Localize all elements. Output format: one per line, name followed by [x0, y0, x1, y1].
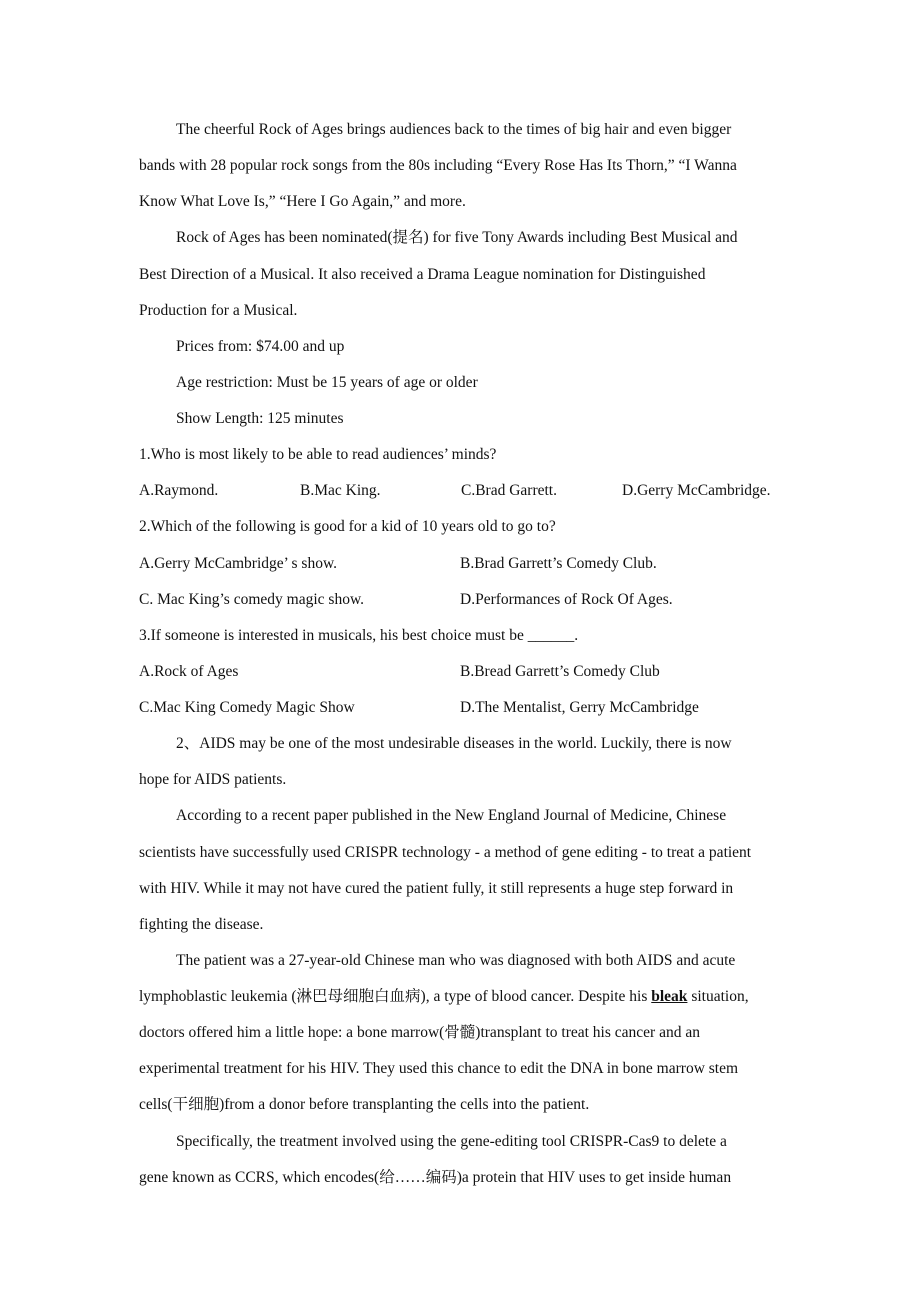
- option-d: D.Gerry McCambridge.: [622, 482, 771, 500]
- question-options: [139, 582, 799, 618]
- text-line: bands with 28 popular rock songs from the 80s including “Every Rose Has Its Thorn,” “I Wanna: [139, 157, 737, 175]
- text-segment: lymphoblastic leukemia (淋巴母细胞白血病), a type of blood cancer. Despite his: [139, 988, 652, 1005]
- question-options: [139, 690, 799, 726]
- option-a: A.Gerry McCambridge’ s show.: [139, 554, 338, 572]
- age-restriction-text: Age restriction: Must be 15 years of age or older: [176, 373, 478, 391]
- text-line: Best Direction of a Musical. It also received a Drama League nomination for Distinguished: [139, 265, 706, 283]
- text-line: [139, 979, 799, 1015]
- keyword-bleak: bleak: [651, 988, 688, 1005]
- option-d: D.Performances of Rock Of Ages.: [460, 590, 673, 608]
- text-line: The cheerful Rock of Ages brings audiences back to the times of big hair and even bigger: [176, 121, 732, 138]
- question-options: [139, 473, 799, 509]
- text-line: experimental treatment for his HIV. They used this chance to edit the DNA in bone marrow stem: [139, 1060, 739, 1078]
- option-c: C.Brad Garrett.: [461, 482, 557, 500]
- text-line: with HIV. While it may not have cured the patient fully, it still represents a huge step forward in: [139, 879, 734, 897]
- text-line: hope for AIDS patients.: [139, 771, 287, 789]
- option-d: D.The Mentalist, Gerry McCambridge: [460, 699, 699, 716]
- text-line: Know What Love Is,” “Here I Go Again,” and more.: [139, 193, 466, 211]
- question-stem: 3.If someone is interested in musicals, his best choice must be ______.: [139, 626, 579, 644]
- prices-text: Prices from: $74.00 and up: [176, 337, 345, 355]
- text-line: Specifically, the treatment involved using the gene-editing tool CRISPR-Cas9 to delete a: [176, 1132, 727, 1150]
- option-a: A.Raymond.: [139, 482, 219, 500]
- text-segment: situation,: [687, 988, 749, 1005]
- text-line: According to a recent paper published in the New England Journal of Medicine, Chinese: [176, 807, 727, 825]
- text-line: Rock of Ages has been nominated(提名) for five Tony Awards including Best Musical and: [176, 229, 738, 247]
- text-line: Production for a Musical.: [139, 301, 298, 319]
- show-length-text: Show Length: 125 minutes: [176, 410, 344, 427]
- option-b: B.Brad Garrett’s Comedy Club.: [460, 554, 657, 572]
- text-line: cells(干细胞)from a donor before transplanting the cells into the patient.: [139, 1096, 590, 1114]
- option-c: C. Mac King’s comedy magic show.: [139, 590, 364, 608]
- text-line: The patient was a 27-year-old Chinese man who was diagnosed with both AIDS and acute: [176, 951, 736, 969]
- option-b: B.Mac King.: [300, 482, 381, 500]
- text-line: 2、AIDS may be one of the most undesirable diseases in the world. Luckily, there is now: [176, 735, 732, 753]
- text-line: fighting the disease.: [139, 915, 264, 933]
- text-line: scientists have successfully used CRISPR technology - a method of gene editing - to treat a patient: [139, 843, 752, 861]
- option-c: C.Mac King Comedy Magic Show: [139, 699, 355, 716]
- option-a: A.Rock of Ages: [139, 662, 239, 680]
- document-page: [139, 112, 799, 1196]
- text-line: gene known as CCRS, which encodes(给……编码)a protein that HIV uses to get inside human: [139, 1168, 732, 1186]
- question-options: [139, 546, 799, 582]
- option-b: B.Bread Garrett’s Comedy Club: [460, 662, 660, 680]
- question-options: [139, 654, 799, 690]
- text-line: doctors offered him a little hope: a bone marrow(骨髓)transplant to treat his cancer and an: [139, 1024, 700, 1042]
- question-stem: 2.Which of the following is good for a kid of 10 years old to go to?: [139, 518, 556, 536]
- question-stem: 1.Who is most likely to be able to read audiences’ minds?: [139, 446, 497, 464]
